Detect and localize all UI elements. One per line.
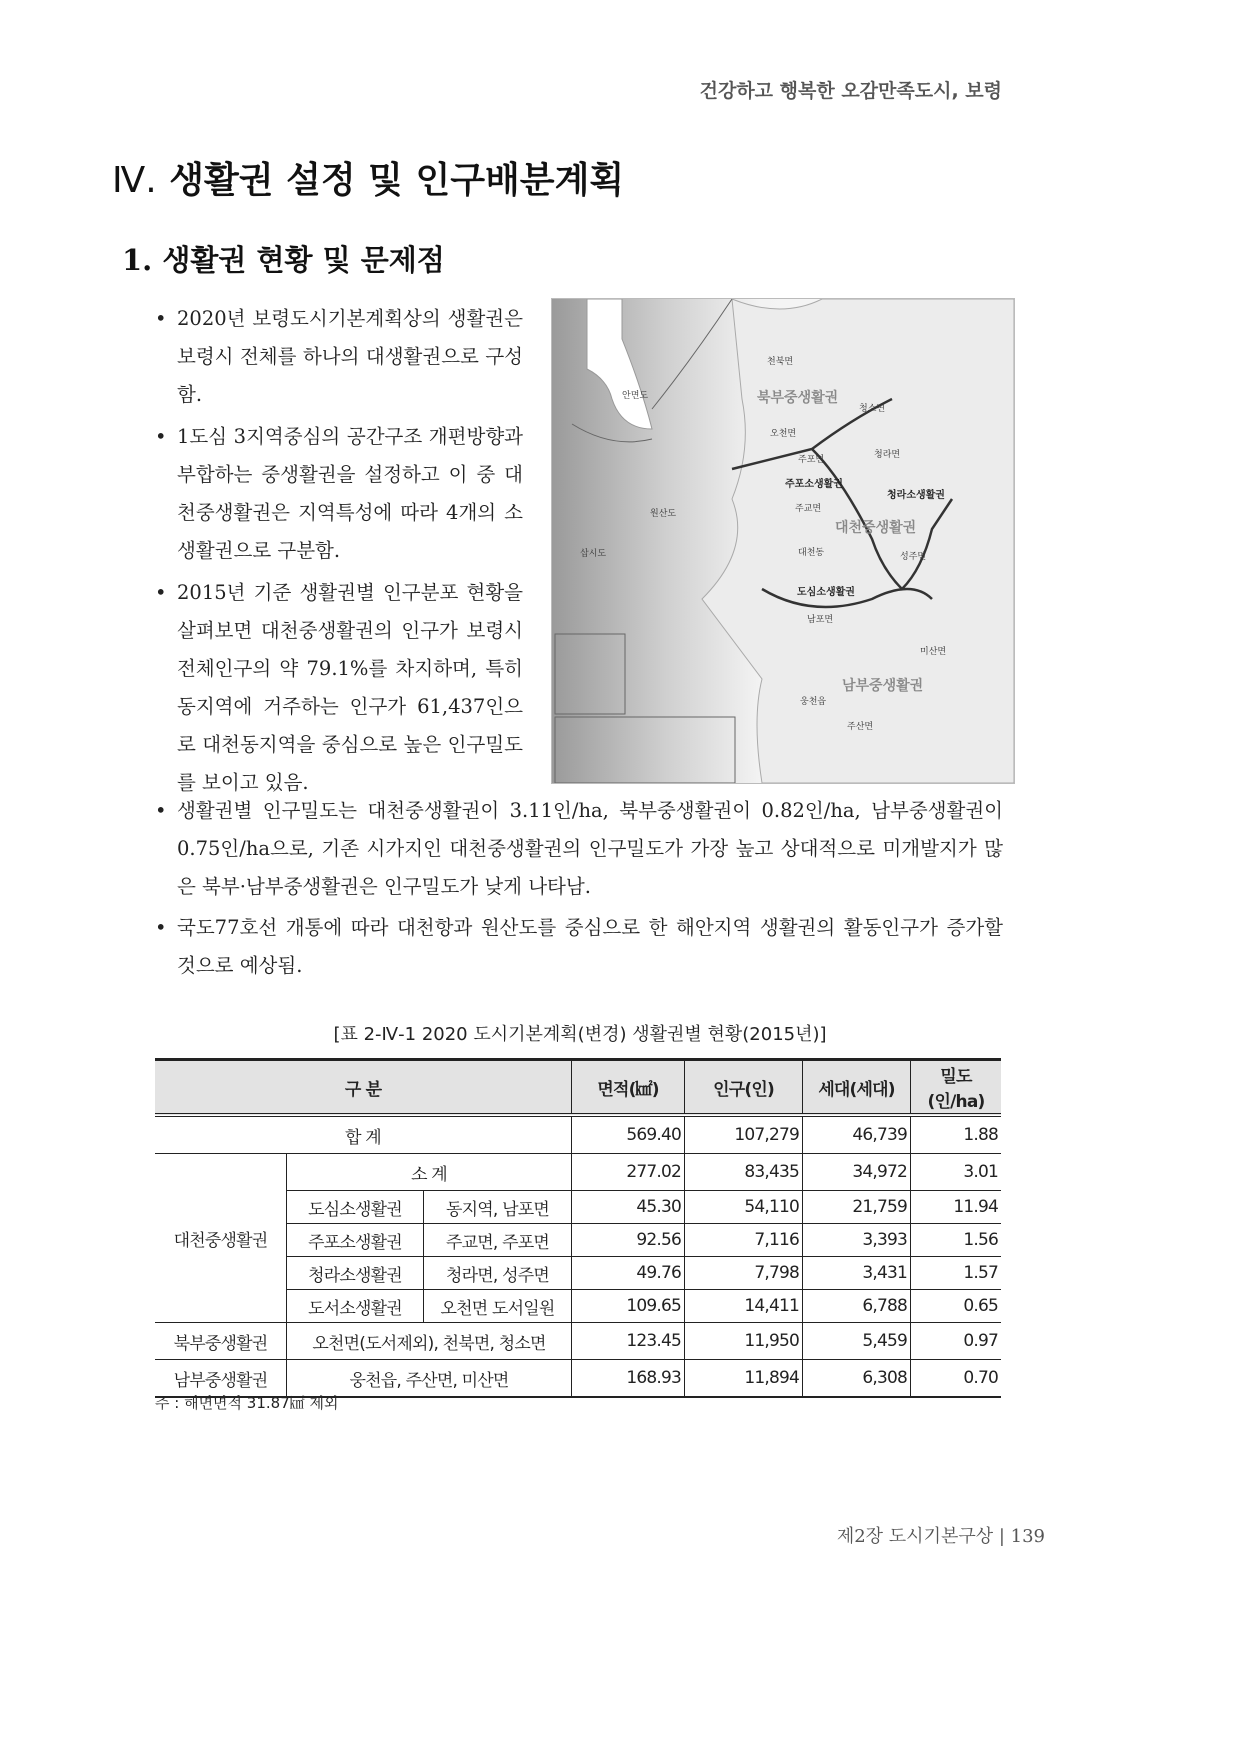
header-area: 면적(㎢) xyxy=(572,1060,685,1116)
cell-area: 45.30 xyxy=(572,1191,685,1224)
sub-zone-area: 주교면, 주포면 xyxy=(424,1224,572,1257)
chapter-title-text: 생활권 설정 및 인구배분계획 xyxy=(169,160,625,201)
map-label: 주산면 xyxy=(847,722,874,732)
running-head: 건강하고 행복한 오감만족도시, 보령 xyxy=(699,80,1002,102)
row-label: 합 계 xyxy=(155,1115,572,1154)
header-density: 밀도(인/ha) xyxy=(911,1060,1001,1116)
cell-density: 1.57 xyxy=(911,1257,1001,1290)
table-row-subtotal xyxy=(155,1154,1001,1191)
bullet-item: • 1도심 3지역중심의 공간구조 개편방향과 부합하는 중생활권을 설정하고 이 중 대천중생활권은 지역특성에 따라 4개의 소생활권으로 구분함. xyxy=(155,418,523,570)
cell-area: 123.45 xyxy=(572,1323,685,1360)
living-zone-table xyxy=(155,1058,1001,1398)
map-subdistrict-label: 도심소생활권 xyxy=(797,587,855,598)
cell-population: 54,110 xyxy=(685,1191,803,1224)
cell-households: 3,393 xyxy=(803,1224,911,1257)
cell-area: 168.93 xyxy=(572,1360,685,1398)
cell-population: 7,116 xyxy=(685,1224,803,1257)
cell-households: 21,759 xyxy=(803,1191,911,1224)
map-label: 성주면 xyxy=(900,552,927,562)
map-label: 안면도 xyxy=(622,391,649,401)
header-households: 세대(세대) xyxy=(803,1060,911,1116)
group-label: 대천중생활권 xyxy=(155,1154,287,1323)
cell-density: 0.70 xyxy=(911,1360,1001,1398)
cell-population: 83,435 xyxy=(685,1154,803,1191)
map-label: 원산도 xyxy=(650,509,677,519)
map-label: 주교면 xyxy=(795,504,822,514)
table-row-total xyxy=(155,1115,1001,1154)
map-label: 청라면 xyxy=(874,450,901,460)
cell-area: 92.56 xyxy=(572,1224,685,1257)
sub-zone-name: 도서소생활권 xyxy=(287,1290,424,1323)
zone-area: 오천면(도서제외), 천북면, 청소면 xyxy=(287,1323,572,1360)
sub-zone-area: 오천면 도서일원 xyxy=(424,1290,572,1323)
cell-population: 11,894 xyxy=(685,1360,803,1398)
cell-density: 11.94 xyxy=(911,1191,1001,1224)
map-label: 삽시도 xyxy=(580,549,607,559)
map-district-label: 남부중생활권 xyxy=(842,678,924,694)
cell-households: 3,431 xyxy=(803,1257,911,1290)
cell-density: 0.65 xyxy=(911,1290,1001,1323)
chapter-number: Ⅳ. xyxy=(112,160,157,201)
cell-households: 6,788 xyxy=(803,1290,911,1323)
bullet-item: • 국도77호선 개통에 따라 대천항과 원산도를 중심으로 한 해안지역 생활권의 활동인구가 증가할 것으로 예상됨. xyxy=(155,909,1003,985)
map-label: 오천면 xyxy=(770,429,797,439)
cell-area: 49.76 xyxy=(572,1257,685,1290)
map-label: 주포면 xyxy=(798,455,825,465)
section-title: 1. 생활권 현황 및 문제점 xyxy=(122,243,445,277)
cell-households: 5,459 xyxy=(803,1323,911,1360)
cell-households: 34,972 xyxy=(803,1154,911,1191)
cell-population: 11,950 xyxy=(685,1323,803,1360)
table-header-row xyxy=(155,1060,1001,1116)
sub-zone-name: 도심소생활권 xyxy=(287,1191,424,1224)
map-subdistrict-label: 청라소생활권 xyxy=(887,490,945,501)
cell-area: 109.65 xyxy=(572,1290,685,1323)
cell-density: 3.01 xyxy=(911,1154,1001,1191)
cell-area: 277.02 xyxy=(572,1154,685,1191)
table-row-north xyxy=(155,1323,1001,1360)
cell-area: 569.40 xyxy=(572,1115,685,1154)
sub-zone-name: 주포소생활권 xyxy=(287,1224,424,1257)
header-population: 인구(인) xyxy=(685,1060,803,1116)
group-label: 남부중생활권 xyxy=(155,1360,287,1398)
map-label: 천북면 xyxy=(767,357,794,367)
cell-density: 1.56 xyxy=(911,1224,1001,1257)
row-label: 소 계 xyxy=(287,1154,572,1191)
sub-zone-name: 청라소생활권 xyxy=(287,1257,424,1290)
cell-density: 0.97 xyxy=(911,1323,1001,1360)
cell-density: 1.88 xyxy=(911,1115,1001,1154)
bullet-list xyxy=(155,792,1003,988)
bullet-item: • 2020년 보령도시기본계획상의 생활권은 보령시 전체를 하나의 대생활권으로 구성함. xyxy=(155,300,523,414)
map-label: 청소면 xyxy=(859,404,886,414)
map-district-label: 북부중생활권 xyxy=(757,390,839,406)
cell-population: 14,411 xyxy=(685,1290,803,1323)
map-label: 미산면 xyxy=(920,647,947,657)
living-zone-map xyxy=(551,298,1015,784)
page-footer: 제2장 도시기본구상 | 139 xyxy=(836,1526,1045,1547)
map-label: 웅천읍 xyxy=(800,697,827,707)
map-graphic xyxy=(552,299,1014,783)
map-subdistrict-label: 주포소생활권 xyxy=(785,479,843,490)
bullet-item: • 2015년 기준 생활권별 인구분포 현황을 살펴보면 대천중생활권의 인구가 보령시 전체인구의 약 79.1%를 차지하며, 특히 동지역에 거주하는 인구가 61,437인으로 대천동지역을 중심으로 높은 인구밀도를 보이고 있음. xyxy=(155,574,523,802)
cell-households: 46,739 xyxy=(803,1115,911,1154)
map-district-label: 대천중생활권 xyxy=(835,520,917,536)
chapter-title xyxy=(112,152,624,203)
header-category: 구 분 xyxy=(155,1060,572,1116)
sub-zone-area: 동지역, 남포면 xyxy=(424,1191,572,1224)
table-note: 주 : 해면면적 31.87㎢ 제외 xyxy=(155,1394,339,1412)
cell-households: 6,308 xyxy=(803,1360,911,1398)
zone-area: 웅천읍, 주산면, 미산면 xyxy=(287,1360,572,1398)
cell-population: 107,279 xyxy=(685,1115,803,1154)
table-caption: [표 2-Ⅳ-1 2020 도시기본계획(변경) 생활권별 현황(2015년)] xyxy=(333,1024,827,1045)
map-label: 대천동 xyxy=(798,548,825,558)
cell-population: 7,798 xyxy=(685,1257,803,1290)
bullet-item: • 생활권별 인구밀도는 대천중생활권이 3.11인/ha, 북부중생활권이 0.82인/ha, 남부중생활권이 0.75인/ha으로, 기존 시가지인 대천중생활권의 인구밀도가 가장 높고 상대적으로 미개발지가 많은 북부·남부중생활권은 인구밀도가 낮게 나타남. xyxy=(155,792,1003,906)
sub-zone-area: 청라면, 성주면 xyxy=(424,1257,572,1290)
map-label: 남포면 xyxy=(807,615,834,625)
bullet-list xyxy=(155,300,523,802)
group-label: 북부중생활권 xyxy=(155,1323,287,1360)
